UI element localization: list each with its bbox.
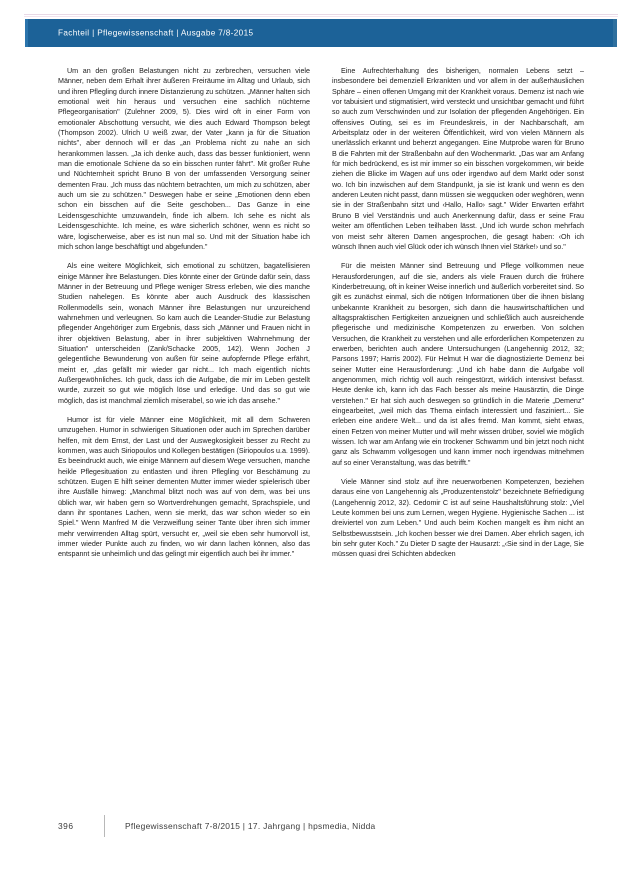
page-number: 396 [58,821,74,831]
paragraph: Eine Aufrechterhaltung des bisherigen, normalen Lebens setzt – insbesondere bei demenziell Erkrankten und vor allem in der außerhäuslichen Sphäre – einen offenen Umgang mit der Krankheit voraus. Demenz ist nach wie vor tabuisiert und stigmatisiert, wird versteckt und unsichtbar gemacht und führt so auch zum Verschwinden und zur Isolation der pflegenden Angehörigen. Ein offensives Outing, sei es im Freundeskreis, in der Nachbarschaft, am Arbeitsplatz oder in der weiteren Öffentlichkeit, wird von vielen Männern als unerlässlich erkannt und beherzt angegangen. Eine Mutprobe waren für Bruno B die Fahrten mit der Straßenbahn auf den Wochenmarkt. „Das war am Anfang für mich bedrückend, es ist mir immer so ein bisschen vorgekommen, wir beide ziehen die Blicke im Wagen auf uns oder irgendwo auf dem Markt oder sonst wo. Ich bin inzwischen auf dem Standpunkt, ja sie ist krank und wenn es den anderen Leuten nicht passt, dann müssen sie wegqucken oder weghören, wenn sie in der Straßenbahn sitzt und ‹Hallo, Hallo› sagt." Wider Erwarten erfährt Bruno B viel Verständnis und auch Anerkennung dafür, dass er seine Frau weiter am öffentlichen Leben teilhaben lässt. „Und ich wurde schon mehrfach von meist sehr älteren Damen angesprochen, die gesagt haben: ‹Oh ich wünsch Ihnen auch viel Glück oder ich wünsch Ihnen viel Stärke!› und so." [332,67,584,251]
header-band-left-edge [25,19,28,47]
header-top-rule-secondary [24,16,618,17]
paragraph: Für die meisten Männer sind Betreuung und Pflege vollkommen neue Herausforderungen, auf die sie, anders als viele Frauen durch die frühere Kinderbetreuung, oft in keiner Weise innerlich und äußerlich vorbereitet sind. So gilt es zunächst einmal, sich die nötigen Informationen über die ihnen bislang unbekannte Krankheit zu besorgen, sich dann die hauswirtschaftlichen und alltagspraktischen Fertigkeiten anzueignen und schließlich auch ausreichende pflegerische und medizinische Kompetenzen zu erwerben. Von solchen Versuchen, die Krankheit zu verstehen und alle erforderlichen Kompetenzen zu erwerben, berichten auch andere Untersuchungen (Langehennig 2012, 32; Parsons 1997; Harris 2002). Für Helmut H war die diagnostizierte Demenz bei seiner Mutter eine Herausforderung: „Und ich habe dann die Aufgabe voll angenommen, mich richtig voll auch reingestürzt, wirklich intensivst befasst. Heute denke ich, kann ich das Fach besser als meine Hausärztin, die Dinge verstehen." Er hat sich auch deswegen so gründlich in die Materie „Demenz" eingearbeitet, „weil mich das Thema einfach interessiert und fasziniert... Sie erleben eine andere Welt... und da ist alles fremd. Man kommt, sieht etwas, einen Fetzen von meiner Mutter und will mehr wissen drüber, soviel wie möglich wissen. Ich war am Anfang wie ein trockener Schwamm und bin jetzt noch nicht ganz als Schwamm vollgesogen und kann immer noch irgendwas mitnehmen auf so einer Veranstaltung, was das betrifft." [332,262,584,467]
paragraph: Humor ist für viele Männer eine Möglichkeit, mit all dem Schweren umzugehen. Humor in schwierigen Situationen oder auch im Sprechen darüber helfen, mit dem Ernst, der Last und der Auswegkosigkeit besser zu Recht zu kommen, was auch Siriopoulos und Kollegen bestätigen (Siriopoulos u.a. 1999). Es beeindruckt auch, wie einige Männern auf diesem Wege versuchen, manche heikle Pflegesituation zu entlasten und ihren Pflegling vor Beschämung zu schützen. Eugen E hilft seiner dementen Mutter immer wieder spielerisch über ihre Ausfälle hinweg: „Manchmal blitzt noch was auf von dem, was bei uns üblich war, wir haben gern so Wortverdrehungen gemacht, Sprachspiele, und dann ihr spontanes Lachen, wenn sie merkt, das war schon wieder so ein Spiel." Wenn Manfred M die Verzweiflung seiner Tante über ihren sich immer mehr verwirrenden Alltag spürt, versucht er, „weil sie eben sehr humorvoll ist, immer wieder Punkte auch zu finden, wo wir dann lachen können, also das entspannt sie unheimlich und das gelingt mir eigentlich auch bei ihr immer." [58,416,310,559]
column-right [332,66,584,808]
column-left [58,66,310,808]
running-header-text: Fachteil | Pflegewissenschaft | Ausgabe 7/8-2015 [58,28,254,38]
page-footer [58,815,585,837]
running-header-band [25,19,617,47]
header-band-right-edge [613,19,617,47]
paragraph: Viele Männer sind stolz auf ihre neuerworbenen Kompetenzen, beziehen daraus eine von Langehennig als „Produzentenstolz" bezeichnete Befriedigung (Langehennig 2012, 32). Cedomir C ist auf seine Haushaltsführung stolz: „Viel Leute kommen bei uns zum Lernen, wegen Hygiene. Hygienische Sachen ... ist dreiviertel von zum Leben." Und auch beim Kochen mangelt es ihm nicht an Selbstbewusstsein. „Ich kochen besser wie drei Damen. Aber ehrlich sagen, ich bin sehr guter Koch." Zu Dieter D sagte der Hausarzt: „‹Sie sind in der Lage, Sie müssen quasi drei Schichten abdecken [332,478,584,559]
paragraph: Als eine weitere Möglichkeit, sich emotional zu schützen, bagatellisieren einige Männer ihre Belastungen. Dies könnte einer der Gründe dafür sein, dass Männer in der Betreuung und Pflege weniger Stress erleben, wie dies manche Studien nahelegen. Es könnte aber auch Ausdruck des klassischen Rollenmodells sein, wonach Männer ihre Belastungen nur unzureichend wahrnehmen und verleugnen. So kam auch die Leander-Studie zur Belastung pflegender Angehöriger zum Ergebnis, dass sich „Männer und Frauen nicht in ihrer objektiven Belastung, aber in ihrer subjektiven Wahrnehmung der Situation" unterscheiden (Zank/Schacke 2005, 142). Wenn Jochen J gelegentliche Bewunderung von außen für seine aufopfernde Pflege erfährt, meint er, „das gefällt mir wieder gar nicht... Ich mach eigentlich nichts Außergewöhnliches. Ich guck, dass ich die Aufgabe, die mir im Leben gestellt wurde, zurzeit so gut wie möglich löse und erledige. Und das so gut wie möglich, das ist manchmal ziemlich miserabel, so wie ich das ansehe." [58,262,310,405]
footer-divider [104,815,105,837]
header-top-rule [24,14,618,15]
body-columns [58,66,585,808]
footer-citation: Pflegewissenschaft 7-8/2015 | 17. Jahrgang | hpsmedia, Nidda [125,821,376,831]
paragraph: Um an den großen Belastungen nicht zu zerbrechen, versuchen viele Männer, neben dem Erhalt ihrer äußeren Freiräume im Alltag und Urlaub, sich und ihren Pflegling durch innere Distanzierung zu schützen. „Männer halten sich emotional weit hin heraus und versuchen eine sachlich nüchterne Pflegeorganisation" (Zulehner 2009, 5). Dies wird oft in einer Form von emotionaler Abschottung versucht, wie dies auch Edward Thompson belegt (Thompson 2002). Ulrich U weiß zwar, der Vater „kann ja für die Situation nichts", aber dennoch will er das „an Problema nicht zu nahe an sich herankommen lassen. „Ja ich denke auch, dass das besser funktioniert, wenn man die emotionale Schiene da so ein bisschen runter fährt". Mit großer Ruhe und Nüchternheit spricht Bruno B von der umfassenden Versorgung seiner dementen Frau. „Ich muss das nüchtern betrachten, um mich zu schützen, aber auch um sie zu schützen." Deswegen habe er seine „Emotionen denn eben schon ein bisschen auf die Seite geschoben... Das Ganze in eine Leidensgeschichte umzuwandeln, finde ich albern. Ich sehe es nicht als Leidensgeschichte. Ich meine, es wäre sicherlich schöner, wenn es nicht so wäre, logischerweise, aber es ist nun mal so. Und mit der Situation habe ich mich schon lange beschäftigt und abgefunden." [58,67,310,251]
